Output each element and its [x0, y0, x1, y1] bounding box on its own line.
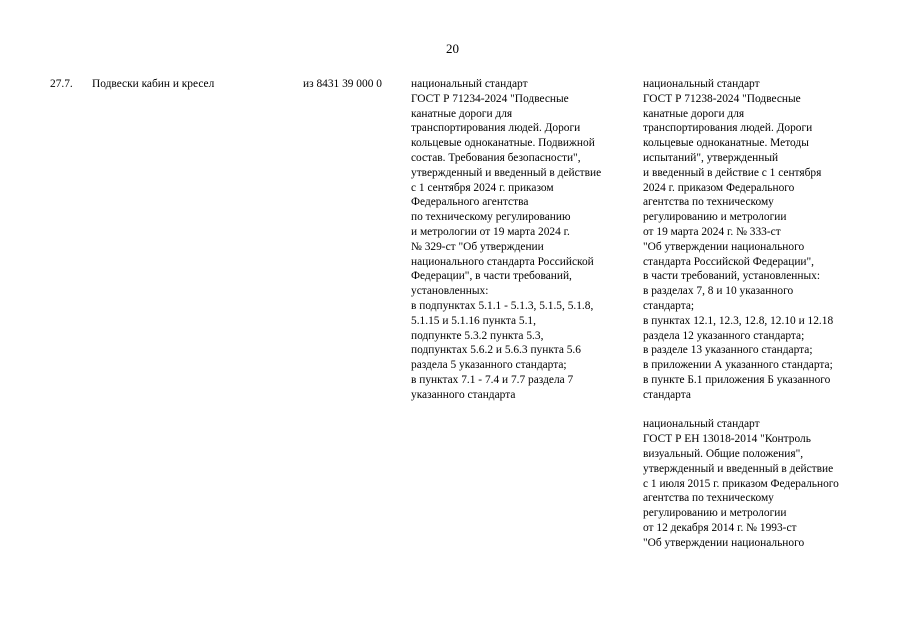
text-line: в разделах 7, 8 и 10 указанного — [643, 285, 794, 298]
text-line: подпунктах 5.6.2 и 5.6.3 пункта 5.6 — [411, 344, 581, 357]
text-line: от 19 марта 2024 г. № 333-ст — [643, 225, 781, 238]
text-line: указанного стандарта — [411, 388, 516, 401]
tn-ved-code: из 8431 39 000 0 — [303, 78, 382, 90]
text-line: Федерального агентства — [411, 196, 529, 209]
text-line: утвержденный и введенный в действие — [643, 462, 834, 475]
text-line: Федерации", в части требований, — [411, 270, 572, 283]
text-line: № 329-ст "Об утверждении — [411, 240, 544, 253]
text-line: национальный стандарт — [411, 78, 528, 90]
text-line: с 1 сентября 2024 г. приказом — [411, 181, 554, 194]
text-line: по техническому регулированию — [411, 211, 571, 224]
text-line: транспортирования людей. Дороги — [411, 122, 581, 135]
text-line: стандарта Российской Федерации", — [643, 255, 815, 268]
text-line: национальный стандарт — [643, 78, 760, 90]
text-line: стандарта — [643, 388, 691, 401]
standard-block-gost-13018 — [643, 417, 839, 550]
text-line: с 1 июля 2015 г. приказом Федерального — [643, 477, 839, 490]
text-line: в подпунктах 5.1.1 - 5.1.3, 5.1.5, 5.1.8, — [411, 299, 594, 312]
text-line: и метрологии от 19 марта 2024 г. — [411, 225, 570, 238]
text-line: раздела 5 указанного стандарта; — [411, 359, 567, 372]
text-line: кольцевые одноканатные. Подвижной — [411, 137, 595, 150]
text-line: в пунктах 12.1, 12.3, 12.8, 12.10 и 12.18 — [643, 314, 834, 327]
text-line: 2024 г. приказом Федерального — [643, 181, 795, 194]
text-line: ГОСТ Р 71234-2024 "Подвесные — [411, 92, 569, 105]
text-line: в разделе 13 указанного стандарта; — [643, 344, 813, 357]
text-line: ГОСТ Р 71238-2024 "Подвесные — [643, 92, 801, 105]
text-line: агентства по техническому — [643, 492, 774, 505]
standard-block-gost-71238 — [643, 77, 839, 403]
block-spacer — [643, 403, 839, 418]
row-number: 27.7. — [50, 78, 73, 90]
text-line: канатные дороги для — [643, 107, 745, 120]
text-line: транспортирования людей. Дороги — [643, 122, 813, 135]
text-line: установленных: — [411, 285, 489, 298]
text-line: ГОСТ Р ЕН 13018-2014 "Контроль — [643, 433, 811, 446]
text-line: утвержденный и введенный в действие — [411, 166, 602, 179]
text-line: "Об утверждении национального — [643, 240, 805, 253]
text-line: стандарта; — [643, 299, 695, 312]
text-line: состав. Требования безопасности", — [411, 151, 581, 164]
text-line: в пункте Б.1 приложения Б указанного — [643, 373, 831, 386]
text-line: в приложении А указанного стандарта; — [643, 359, 833, 372]
standards-column-1 — [411, 77, 601, 403]
standards-column-2 — [643, 77, 839, 551]
page-number: 20 — [446, 41, 459, 56]
text-line: национальный стандарт — [643, 418, 760, 431]
product-name: Подвески кабин и кресел — [92, 78, 215, 90]
text-line: "Об утверждении национального — [643, 536, 805, 549]
text-line: испытаний", утвержденный — [643, 151, 779, 164]
text-line: раздела 12 указанного стандарта; — [643, 329, 805, 342]
text-line: регулированию и метрологии — [643, 507, 787, 520]
text-line: в части требований, установленных: — [643, 270, 820, 283]
text-line: канатные дороги для — [411, 107, 513, 120]
text-line: регулированию и метрологии — [643, 211, 787, 224]
text-line: национального стандарта Российской — [411, 255, 594, 268]
text-line: в пунктах 7.1 - 7.4 и 7.7 раздела 7 — [411, 373, 574, 386]
text-line: и введенный в действие с 1 сентября — [643, 166, 822, 179]
text-line: подпункте 5.3.2 пункта 5.3, — [411, 329, 544, 342]
text-line: от 12 декабря 2014 г. № 1993-ст — [643, 521, 797, 534]
text-line: агентства по техническому — [643, 196, 774, 209]
text-line: 5.1.15 и 5.1.16 пункта 5.1, — [411, 314, 536, 327]
text-line: визуальный. Общие положения", — [643, 447, 804, 460]
text-line: кольцевые одноканатные. Методы — [643, 137, 809, 150]
